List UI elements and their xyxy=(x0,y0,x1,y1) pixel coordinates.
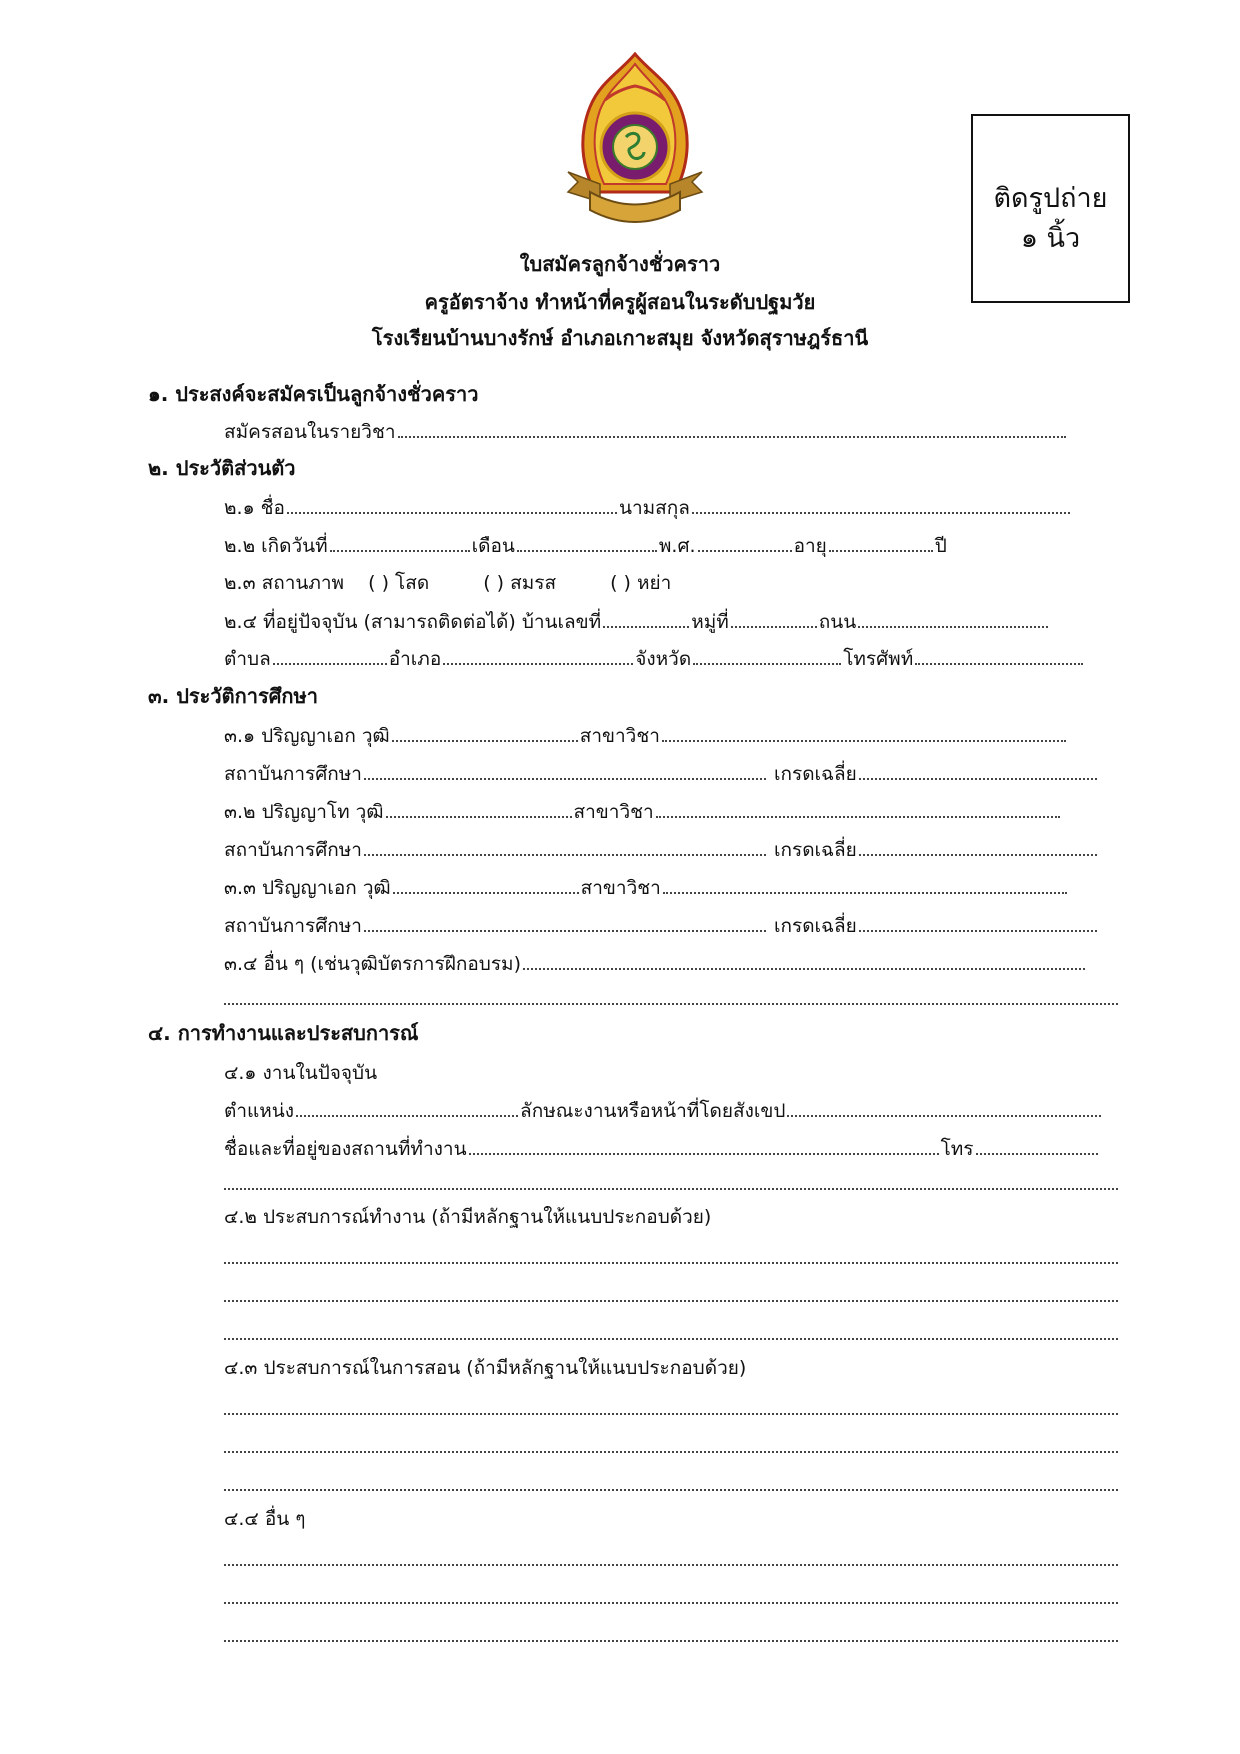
s3-r3 xyxy=(224,798,1062,825)
age-field[interactable] xyxy=(829,532,933,552)
road-field[interactable] xyxy=(858,608,1048,628)
other-experience-line-1[interactable] xyxy=(224,1564,1118,1566)
s4-r1 xyxy=(224,1097,1103,1124)
masters-institution-field[interactable] xyxy=(364,836,766,856)
doctorate-institution-field[interactable] xyxy=(364,760,766,780)
teaching-experience-heading: ๔.๓ ประสบการณ์ในการสอน (ถ้ามีหลักฐานให้แนบประกอบด้วย) xyxy=(224,1357,747,1379)
doctorate-institution-label: สถาบันการศึกษา xyxy=(224,763,362,785)
workplace-label: ชื่อและที่อยู่ของสถานที่ทำงาน xyxy=(224,1138,467,1160)
section-3-heading: ๓. ประวัติการศึกษา xyxy=(148,684,318,708)
other-experience-heading: ๔.๔ อื่น ๆ xyxy=(224,1508,306,1530)
age-label: อายุ xyxy=(793,535,827,557)
section-2-heading: ๒. ประวัติส่วนตัว xyxy=(148,456,296,480)
section-4-heading: ๔. การทำงานและประสบการณ์ xyxy=(148,1021,419,1045)
masters-major-field[interactable] xyxy=(656,798,1060,818)
work-experience-heading: ๔.๒ ประสบการณ์ทำงาน (ถ้ามีหลักฐานให้แนบประกอบด้วย) xyxy=(224,1206,712,1228)
photo-box-line2: ๑ นิ้ว xyxy=(1020,223,1081,254)
doctorate2-major-field[interactable] xyxy=(663,874,1067,894)
other-training-field-line-2[interactable] xyxy=(224,1003,1118,1005)
birth-day-label: ๒.๒ เกิดวันที่ xyxy=(224,535,328,557)
s2-r2 xyxy=(224,532,947,559)
subdistrict-label: ตำบล xyxy=(224,648,271,670)
s1-subject-row xyxy=(224,418,1068,445)
road-label: ถนน xyxy=(818,611,857,633)
surname-label: นามสกุล xyxy=(618,497,690,519)
work-experience-line-2[interactable] xyxy=(224,1300,1118,1302)
s1-subject-label: สมัครสอนในรายวิชา xyxy=(224,421,396,443)
doctorate-gpa-label: เกรดเฉลี่ย xyxy=(774,763,857,785)
workplace-field-line-2[interactable] xyxy=(224,1188,1118,1190)
s2-r4 xyxy=(224,608,1050,635)
work-experience-line-3[interactable] xyxy=(224,1338,1118,1340)
doctorate-gpa-field[interactable] xyxy=(859,760,1097,780)
s1-subject-field[interactable] xyxy=(398,418,1066,438)
other-experience-line-3[interactable] xyxy=(224,1640,1118,1642)
s4-r2 xyxy=(224,1135,1100,1162)
district-label: อำเภอ xyxy=(388,648,442,670)
masters-gpa-field[interactable] xyxy=(859,836,1097,856)
masters-gpa-label: เกรดเฉลี่ย xyxy=(774,839,857,861)
doctorate2-major-label: สาขาวิชา xyxy=(580,877,661,899)
birth-day-field[interactable] xyxy=(330,532,470,552)
other-experience-line-2[interactable] xyxy=(224,1602,1118,1604)
marital-status-label: ๒.๓ สถานภาพ xyxy=(224,572,345,594)
s3-r1 xyxy=(224,722,1068,749)
photo-box-line1: ติดรูปถ่าย xyxy=(993,183,1108,214)
form-title: ใบสมัครลูกจ้างชั่วคราว xyxy=(519,252,721,276)
doctorate2-degree-label: ๓.๓ ปริญญาเอก วุฒิ xyxy=(224,877,391,899)
province-field[interactable] xyxy=(693,645,841,665)
masters-institution-label: สถาบันการศึกษา xyxy=(224,839,362,861)
doctorate2-institution-field[interactable] xyxy=(364,912,766,932)
doctorate-degree-field[interactable] xyxy=(392,722,578,742)
s3-r4 xyxy=(224,836,1099,863)
doctorate2-gpa-label: เกรดเฉลี่ย xyxy=(774,915,857,937)
village-no-field[interactable] xyxy=(731,608,817,628)
other-training-label: ๓.๔ อื่น ๆ (เช่นวุฒิบัตรการฝึกอบรม) xyxy=(224,953,521,975)
doctorate2-gpa-field[interactable] xyxy=(859,912,1097,932)
subdistrict-field[interactable] xyxy=(273,645,387,665)
teaching-experience-line-1[interactable] xyxy=(224,1413,1118,1415)
doctorate-major-label: สาขาวิชา xyxy=(579,725,660,747)
s2-r5 xyxy=(224,645,1085,672)
status-married-option[interactable]: ( ) สมรส xyxy=(483,572,557,594)
position-field[interactable] xyxy=(296,1097,518,1117)
s3-r5 xyxy=(224,874,1069,901)
birth-year-label: พ.ศ. xyxy=(658,535,696,557)
school-name: โรงเรียนบ้านบางรักษ์ อำเภอเกาะสมุย จังหวัดสุราษฎร์ธานี xyxy=(371,326,869,350)
doctorate-major-field[interactable] xyxy=(662,722,1066,742)
position-label: ตำแหน่ง xyxy=(224,1100,295,1122)
s3-r2 xyxy=(224,760,1099,787)
village-no-label: หมู่ที่ xyxy=(691,611,729,633)
job-description-field[interactable] xyxy=(787,1097,1101,1117)
status-divorced-option[interactable]: ( ) หย่า xyxy=(610,572,672,594)
section-1-heading: ๑. ประสงค์จะสมัครเป็นลูกจ้างชั่วคราว xyxy=(148,382,479,406)
address-label: ๒.๔ ที่อยู่ปัจจุบัน (สามารถติดต่อได้) บ้านเลขที่ xyxy=(224,611,602,633)
phone-field[interactable] xyxy=(915,645,1083,665)
work-phone-field[interactable] xyxy=(976,1135,1098,1155)
doctorate-degree-label: ๓.๑ ปริญญาเอก วุฒิ xyxy=(224,725,390,747)
surname-field[interactable] xyxy=(692,494,1070,514)
doctorate2-institution-label: สถาบันการศึกษา xyxy=(224,915,362,937)
workplace-field[interactable] xyxy=(469,1135,939,1155)
s3-r6 xyxy=(224,912,1099,939)
teaching-experience-line-3[interactable] xyxy=(224,1489,1118,1491)
work-experience-line-1[interactable] xyxy=(224,1262,1118,1264)
name-label: ๒.๑ ชื่อ xyxy=(224,497,285,519)
s3-r7 xyxy=(224,950,1087,977)
s2-r3 xyxy=(224,570,671,596)
form-subtitle: ครูอัตราจ้าง ทำหน้าที่ครูผู้สอนในระดับปฐมวัย xyxy=(424,290,816,314)
work-phone-label: โทร xyxy=(940,1138,974,1160)
school-emblem-logo xyxy=(560,52,710,234)
status-single-option[interactable]: ( ) โสด xyxy=(368,572,430,594)
masters-degree-label: ๓.๒ ปริญญาโท วุฒิ xyxy=(224,801,384,823)
current-job-heading: ๔.๑ งานในปัจจุบัน xyxy=(224,1062,378,1084)
other-training-field[interactable] xyxy=(523,950,1085,970)
birth-month-field[interactable] xyxy=(517,532,657,552)
age-unit: ปี xyxy=(934,535,947,557)
birth-month-label: เดือน xyxy=(471,535,515,557)
doctorate2-degree-field[interactable] xyxy=(393,874,579,894)
masters-degree-field[interactable] xyxy=(386,798,572,818)
birth-year-field[interactable] xyxy=(698,532,792,552)
first-name-field[interactable] xyxy=(287,494,617,514)
masters-major-label: สาขาวิชา xyxy=(573,801,654,823)
province-label: จังหวัด xyxy=(635,648,692,670)
house-number-field[interactable] xyxy=(603,608,689,628)
phone-label: โทรศัพท์ xyxy=(843,648,914,670)
job-description-label: ลักษณะงานหรือหน้าที่โดยสังเขป xyxy=(520,1100,786,1122)
s2-r1 xyxy=(224,494,1072,521)
district-field[interactable] xyxy=(443,645,633,665)
teaching-experience-line-2[interactable] xyxy=(224,1451,1118,1453)
